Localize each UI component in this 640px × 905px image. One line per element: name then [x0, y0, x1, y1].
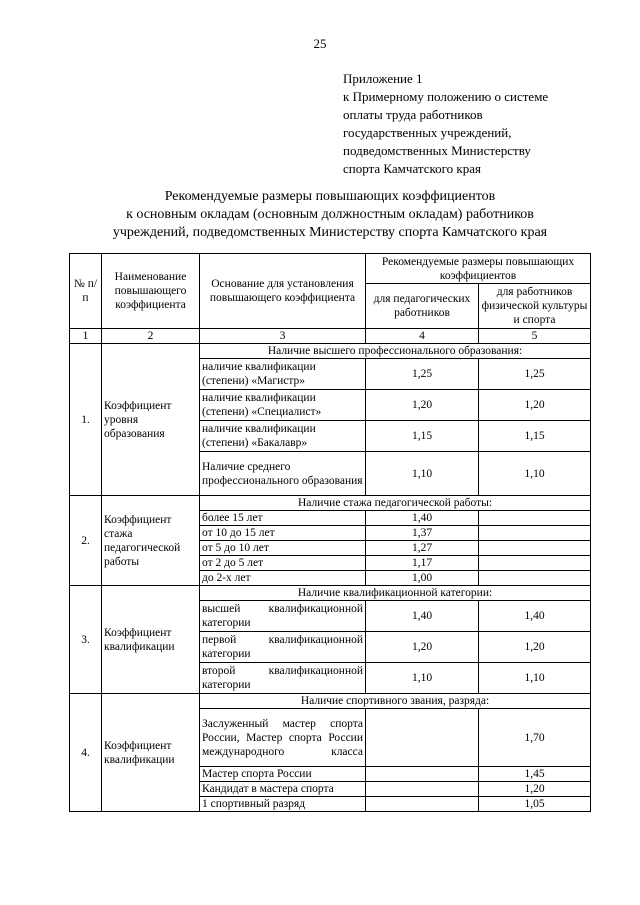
basis-cell: Наличие среднего профессионального образования	[200, 452, 366, 496]
appendix-line: спорта Камчатского края	[343, 161, 481, 176]
sport-value: 1,40	[479, 601, 591, 632]
pedagogical-value: 1,10	[366, 452, 479, 496]
appendix-line: оплаты труда работников	[343, 107, 483, 122]
pedagogical-value: 1,27	[366, 541, 479, 556]
column-number: 1	[70, 329, 102, 344]
column-number: 2	[102, 329, 200, 344]
pedagogical-value: 1,00	[366, 571, 479, 586]
coefficients-table	[69, 253, 591, 812]
sport-value	[479, 556, 591, 571]
sport-value: 1,10	[479, 663, 591, 694]
column-number: 5	[479, 329, 591, 344]
sport-value	[479, 511, 591, 526]
header-number: № п/п	[70, 254, 102, 329]
basis-cell: наличие квалификации (степени) «Специалист»	[200, 390, 366, 421]
sport-value: 1,45	[479, 767, 591, 782]
pedagogical-value: 1,40	[366, 601, 479, 632]
basis-cell: второй квалификационной категории	[200, 663, 366, 694]
header-basis: Основание для установления повышающего коэффициента	[200, 254, 366, 329]
section-heading: Наличие высшего профессионального образования:	[200, 344, 591, 359]
group-number: 1.	[70, 344, 102, 496]
basis-cell: от 10 до 15 лет	[200, 526, 366, 541]
basis-cell: от 2 до 5 лет	[200, 556, 366, 571]
title-line: Рекомендуемые размеры повышающих коэффициентов	[164, 189, 496, 204]
pedagogical-value: 1,15	[366, 421, 479, 452]
section-heading: Наличие квалификационной категории:	[200, 586, 591, 601]
header-coefficient-name: Наименование повышающего коэффициента	[102, 254, 200, 329]
sport-value	[479, 541, 591, 556]
appendix-line: к Примерному положению о системе	[343, 89, 549, 104]
page-number: 25	[313, 36, 327, 51]
basis-cell: наличие квалификации (степени) «Бакалавр»	[200, 421, 366, 452]
group-number: 3.	[70, 586, 102, 694]
sport-value: 1,20	[479, 782, 591, 797]
header-sport-workers: для работников физической культуры и спорта	[479, 284, 591, 329]
pedagogical-value: 1,10	[366, 663, 479, 694]
appendix-reference	[343, 70, 623, 178]
sport-value: 1,15	[479, 421, 591, 452]
sport-value: 1,25	[479, 359, 591, 390]
column-number: 3	[200, 329, 366, 344]
column-number: 4	[366, 329, 479, 344]
basis-cell: Кандидат в мастера спорта	[200, 782, 366, 797]
section-heading: Наличие спортивного звания, разряда:	[200, 694, 591, 709]
basis-cell: высшей квалификационной категории	[200, 601, 366, 632]
pedagogical-value	[366, 797, 479, 812]
pedagogical-value	[366, 782, 479, 797]
pedagogical-value	[366, 709, 479, 767]
coefficient-name: Коэффициент стажа педагогической работы	[102, 496, 200, 586]
title-line: учреждений, подведомственных Министерству спорта Камчатского края	[112, 225, 548, 240]
coefficient-name: Коэффициент квалификации	[102, 586, 200, 694]
basis-cell: более 15 лет	[200, 511, 366, 526]
group-number: 2.	[70, 496, 102, 586]
pedagogical-value: 1,20	[366, 390, 479, 421]
section-heading: Наличие стажа педагогической работы:	[200, 496, 591, 511]
pedagogical-value: 1,37	[366, 526, 479, 541]
sport-value: 1,70	[479, 709, 591, 767]
pedagogical-value: 1,25	[366, 359, 479, 390]
sport-value	[479, 526, 591, 541]
header-recommended-sizes: Рекомендуемые размеры повышающих коэффициентов	[366, 254, 591, 284]
header-pedagogical: для педагогических работников	[366, 284, 479, 329]
sport-value: 1,20	[479, 632, 591, 663]
coefficient-name: Коэффициент квалификации	[102, 694, 200, 812]
title-line: к основным окладам (основным должностным окладам) работников	[126, 207, 534, 222]
document-title	[70, 188, 590, 242]
basis-cell: первой квалификационной категории	[200, 632, 366, 663]
appendix-line: Приложение 1	[343, 71, 423, 86]
basis-cell: Мастер спорта России	[200, 767, 366, 782]
sport-value: 1,05	[479, 797, 591, 812]
pedagogical-value: 1,40	[366, 511, 479, 526]
sport-value	[479, 571, 591, 586]
basis-cell: 1 спортивный разряд	[200, 797, 366, 812]
group-number: 4.	[70, 694, 102, 812]
pedagogical-value: 1,20	[366, 632, 479, 663]
basis-cell: до 2-х лет	[200, 571, 366, 586]
basis-cell: от 5 до 10 лет	[200, 541, 366, 556]
sport-value: 1,20	[479, 390, 591, 421]
sport-value: 1,10	[479, 452, 591, 496]
pedagogical-value: 1,17	[366, 556, 479, 571]
appendix-line: подведомственных Министерству	[343, 143, 531, 158]
basis-cell: наличие квалификации (степени) «Магистр»	[200, 359, 366, 390]
coefficient-name: Коэффициент уровня образования	[102, 344, 200, 496]
appendix-line: государственных учреждений,	[343, 125, 512, 140]
basis-cell: Заслуженный мастер спорта России, Мастер спорта России международного класса	[200, 709, 366, 767]
pedagogical-value	[366, 767, 479, 782]
